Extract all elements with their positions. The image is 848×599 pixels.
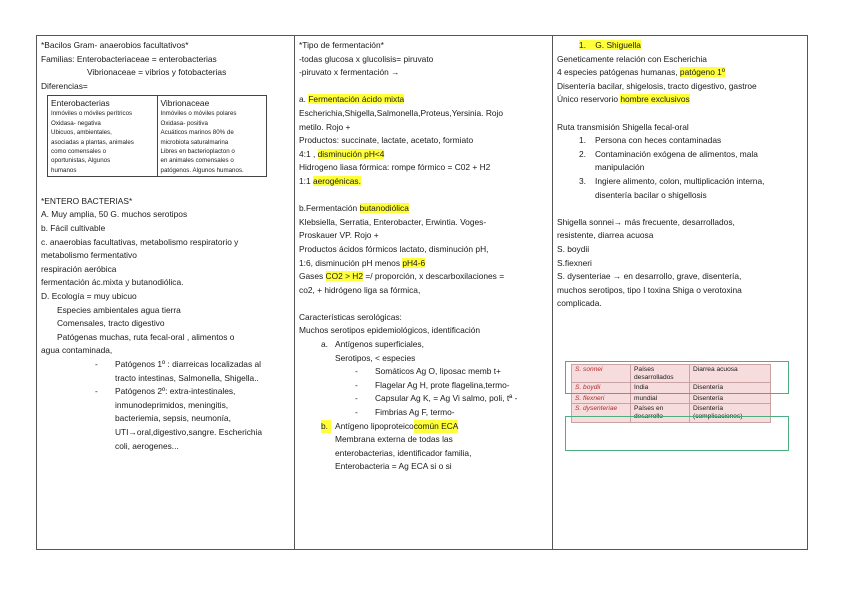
ruta-3 xyxy=(557,175,805,189)
entero-d2: Comensales, tracto digestivo xyxy=(57,318,165,329)
dash-bullet: - xyxy=(95,386,98,397)
diff-vibrionaceae xyxy=(157,96,267,176)
column-enterobacterias xyxy=(37,36,295,549)
diff-right-line: en animales comensales o xyxy=(160,157,234,165)
c3-l1: Geneticamente relación con Escherichia xyxy=(557,53,707,64)
patogenos-2c: bacteriemia, sepsis, neumonía, xyxy=(115,413,231,424)
patogenos-1 xyxy=(41,358,290,372)
dysenteriae-line-c: complicada. xyxy=(557,298,602,309)
table-cell: S. sonnei xyxy=(572,365,631,383)
entero-d: D. Ecología = muy ubicuo xyxy=(41,290,137,301)
table-cell: Disentería xyxy=(690,383,771,394)
diff-left-head: Enterobacterias xyxy=(51,98,110,109)
patogenos-2-text: Patógenos 2º: extra-intestinales, xyxy=(115,386,236,397)
diff-left-line: asociadas a plantas, animales xyxy=(51,138,134,146)
table-cell: S. dysenteriae xyxy=(572,404,631,422)
ferm-a-heading xyxy=(299,93,548,107)
notes-table xyxy=(36,35,808,550)
list-number: b. xyxy=(321,420,331,434)
ferm-a5: Hidrogeno liasa fórmica: rompe fórmico = C02 + H2 xyxy=(299,162,491,173)
highlight-box-sonnei xyxy=(565,361,789,394)
c3-l2 xyxy=(557,66,805,80)
differences-table xyxy=(47,95,267,177)
diff-right-line: Inmóviles o móviles polares xyxy=(160,110,237,118)
patogenos-2b: inmunodeprimidos, meningitis, xyxy=(115,399,229,410)
sero-b1: Membrana externa de todas las xyxy=(335,434,453,445)
c2-l2: -piruvato x fermentación → xyxy=(299,67,400,78)
table-cell: Diarrea acuosa xyxy=(690,365,771,383)
ferm-b3: Productos ácidos fórmicos lactato, disminución pH, xyxy=(299,243,489,254)
table-cell: Países en desarrollo xyxy=(631,404,690,422)
diff-right-line: Libres en bacterioplacton o xyxy=(160,148,235,155)
shigella-title-highlight: 1. G. Shiguella xyxy=(579,40,641,50)
ferm-a-highlight: Fermentación ácido mixta xyxy=(308,94,405,105)
dash-bullet: - xyxy=(355,366,358,377)
dysenteriae-line-b: muchos serotipos, tipo I toxina Shiga o verotoxina xyxy=(557,284,742,295)
c1-vibrio: Vibrionaceae = vibrios y fotobacterias xyxy=(87,67,227,78)
ruta-2-text: Contaminación exógena de alimentos, mala xyxy=(595,148,758,159)
sonnei-line-b: resistente, diarrea acuosa xyxy=(557,230,654,241)
flexneri-line: S.fiexneri xyxy=(557,257,592,268)
patogenos-2e: coli, aerogenes... xyxy=(115,440,179,451)
c1-title: *Bacilos Gram- anaerobios facultativos* xyxy=(41,40,189,50)
sero-2: Muchos serotipos epidemiológicos, identificación xyxy=(299,325,481,336)
diff-right-line: Oxidasa- positiva xyxy=(160,119,208,127)
highlight-box-dysenteriae xyxy=(565,416,789,451)
dash-bullet: - xyxy=(95,358,98,369)
shigella-species-table xyxy=(571,364,781,423)
ferm-b-highlight: butanodiólica xyxy=(359,203,409,214)
ferm-b6: co2, + hidrógeno liga sa fórmica, xyxy=(299,284,421,295)
c3-l2-prefix: 4 especies patógenas humanas, xyxy=(557,67,680,78)
sero-b xyxy=(299,420,548,434)
table-cell: Países desarrollados xyxy=(631,365,690,383)
diff-right-head: Vibrionaceae xyxy=(160,98,210,109)
entero-c2: metabolismo fermentativo xyxy=(41,250,137,261)
sero-a-text: Antígenos superficiales, xyxy=(335,339,424,350)
ferm-b5-suffix: =/ proporción, x descarboxilaciones = xyxy=(363,271,505,282)
ferm-a3: Productos: succinate, lactate, acetato, formiato xyxy=(299,135,474,146)
diff-right-line: Acuáticos marinos 80% de xyxy=(160,129,234,137)
dash-bullet: - xyxy=(355,393,358,404)
c1-familias: Familias: Enterobacteriaceae = enterobacterias xyxy=(41,53,217,64)
ferm-a6-prefix: 1:1 xyxy=(299,175,313,186)
ferm-b2: Proskauer VP. Rojo + xyxy=(299,230,379,241)
c3-l2-highlight: patógeno 1º xyxy=(679,67,725,78)
ferm-a6-highlight: aerogénicas. xyxy=(312,175,361,186)
entero-d1: Especies ambientales agua tierra xyxy=(57,304,181,315)
ferm-b4-prefix: 1:6, disminución pH menos xyxy=(299,257,403,268)
ferm-b4-highlight: pH4-6 xyxy=(402,257,426,268)
boydii-line: S. boydii xyxy=(557,243,590,254)
ferm-b-heading xyxy=(299,202,548,216)
ruta-1-text: Persona con heces contaminadas xyxy=(595,135,722,146)
diff-left-line: oportunistas, Algunos xyxy=(51,157,111,165)
table-cell: S. flexneri xyxy=(572,393,631,404)
column-fermentacion xyxy=(295,36,553,549)
sonnei-line: Shigella sonnei→ más frecuente, desarrollados, xyxy=(557,216,735,227)
entero-a: A. Muy amplia, 50 G. muchos serotipos xyxy=(41,209,188,220)
antigen-s4 xyxy=(299,406,548,420)
table-cell: Disentería (complicaciones) xyxy=(690,404,771,422)
ferm-b5 xyxy=(299,270,548,284)
diff-right-line: microbiota saturalmarina xyxy=(160,138,229,146)
list-number: 3. xyxy=(579,175,586,186)
entero-c4: fermentación ác.mixta y butanodiólica. xyxy=(41,277,184,288)
c2-l1: -todas glucosa x glucolisis= piruvato xyxy=(299,53,434,64)
entero-b: b. Fácil cultivable xyxy=(41,223,106,233)
patogenos-1b: tracto intestinas, Salmonella, Shigella.. xyxy=(115,372,259,383)
shigella-title xyxy=(557,39,805,53)
table-cell: India xyxy=(631,383,690,394)
ruta-title: Ruta transmisión Shigella fecal-oral xyxy=(557,121,689,132)
patogenos-1-text: Patógenos 1º : diarreicas localizadas al xyxy=(115,358,261,369)
ferm-a6 xyxy=(299,175,548,189)
ferm-a1: Escherichia,Shigella,Salmonella,Proteus,Yersinia. Rojo xyxy=(299,107,504,118)
ferm-b-prefix: b.Fermentación xyxy=(299,203,360,214)
ferm-b1: Klebsiella, Serratia, Enterobacter, Erwintia. Voges- xyxy=(299,216,487,227)
diff-right-line: patógenos. Algunos humanos. xyxy=(160,166,244,174)
dash-bullet: - xyxy=(355,407,358,418)
list-number: 2. xyxy=(579,148,586,159)
ferm-a-prefix: a. xyxy=(299,94,309,105)
table-cell: S. boydii xyxy=(572,383,631,394)
sero-a xyxy=(299,338,548,352)
ferm-a4-prefix: 4:1 , xyxy=(299,148,318,159)
c3-l4-highlight: hombre exclusivos xyxy=(620,94,690,105)
ruta-2 xyxy=(557,148,805,162)
antigen-s3-text: Capsular Ag K, = Ag Vi salmo, poli, tª - xyxy=(375,393,518,404)
diff-enterobacterias xyxy=(48,96,157,176)
ferm-a4-highlight: disminución pH<4 xyxy=(317,148,385,159)
antigen-s2 xyxy=(299,379,548,393)
patogenos-2d: UTI→oral,digestivo,sangre. Escherichia xyxy=(115,426,263,437)
diff-left-line: Oxidasa- negativa xyxy=(51,119,101,127)
sero-b3: Enterobacteria = Ag ECA si o si xyxy=(335,461,452,472)
ferm-b5-highlight: CO2 > H2 xyxy=(325,271,364,282)
diff-left-line: Ubicuos, ambientales, xyxy=(51,129,112,137)
table-row xyxy=(572,393,771,404)
table-cell: mundial xyxy=(631,393,690,404)
antigen-s4-text: Fimbrias Ag F, termo- xyxy=(375,407,455,418)
ruta-3-text: Ingiere alimento, colon, multiplicación interna, xyxy=(595,175,765,186)
diff-left-line: humanos xyxy=(51,166,77,174)
entero-d3a: Patógenas muchas, ruta fecal-oral , alimentos o xyxy=(57,331,235,342)
column-shigella xyxy=(553,36,809,549)
sero-title: Características serológicas: xyxy=(299,311,402,322)
antigen-s1 xyxy=(299,365,548,379)
sero-b-prefix: Antígeno lipoproteico xyxy=(335,420,414,431)
list-number: a. xyxy=(321,339,328,350)
list-number: 1. xyxy=(579,135,586,146)
ferm-b4 xyxy=(299,257,548,271)
ferm-a2: metilo. Rojo + xyxy=(299,121,351,132)
table-cell: Disentería xyxy=(690,393,771,404)
entero-c3: respiración aeróbica xyxy=(41,263,117,274)
entero-title: *ENTERO BACTERIAS* xyxy=(41,195,133,206)
patogenos-2 xyxy=(41,385,290,399)
diff-left-line: como comensales o xyxy=(51,148,107,155)
dysenteriae-line: S. dysenteriae → en desarrollo, grave, disentería, xyxy=(557,271,742,282)
diff-left-line: Inmóviles o móviles perítricos xyxy=(51,110,133,118)
ferm-b5-prefix: Gases xyxy=(299,271,326,282)
ruta-2b: manipulación xyxy=(595,162,645,173)
c3-l4-prefix: Único reservorio xyxy=(557,94,621,105)
ruta-1 xyxy=(557,134,805,148)
c3-l4 xyxy=(557,93,805,107)
antigen-s2-text: Flagelar Ag H, prote flagelina,termo- xyxy=(375,379,510,390)
sero-b2: enterobacterias, identificador familia, xyxy=(335,447,472,458)
c3-l3: Disentería bacilar, shigelosis, tracto digestivo, gastroe xyxy=(557,80,757,91)
c2-title: *Tipo de fermentación* xyxy=(299,40,384,50)
sero-b-highlight: común ECA xyxy=(414,420,459,434)
antigen-s1-text: Somáticos Ag O, liposac memb t+ xyxy=(375,366,501,377)
entero-c1: c. anaerobias facultativas, metabolismo respiratorio y xyxy=(41,236,239,247)
ferm-a4 xyxy=(299,148,548,162)
c1-diferencias: Diferencias= xyxy=(41,80,88,91)
entero-d3b: agua contaminada, xyxy=(41,345,113,356)
sero-3: Serotipos, < especies xyxy=(335,352,416,363)
dash-bullet: - xyxy=(355,379,358,390)
ruta-3b: disentería bacilar o shigellosis xyxy=(595,189,707,200)
antigen-s3 xyxy=(299,392,548,406)
